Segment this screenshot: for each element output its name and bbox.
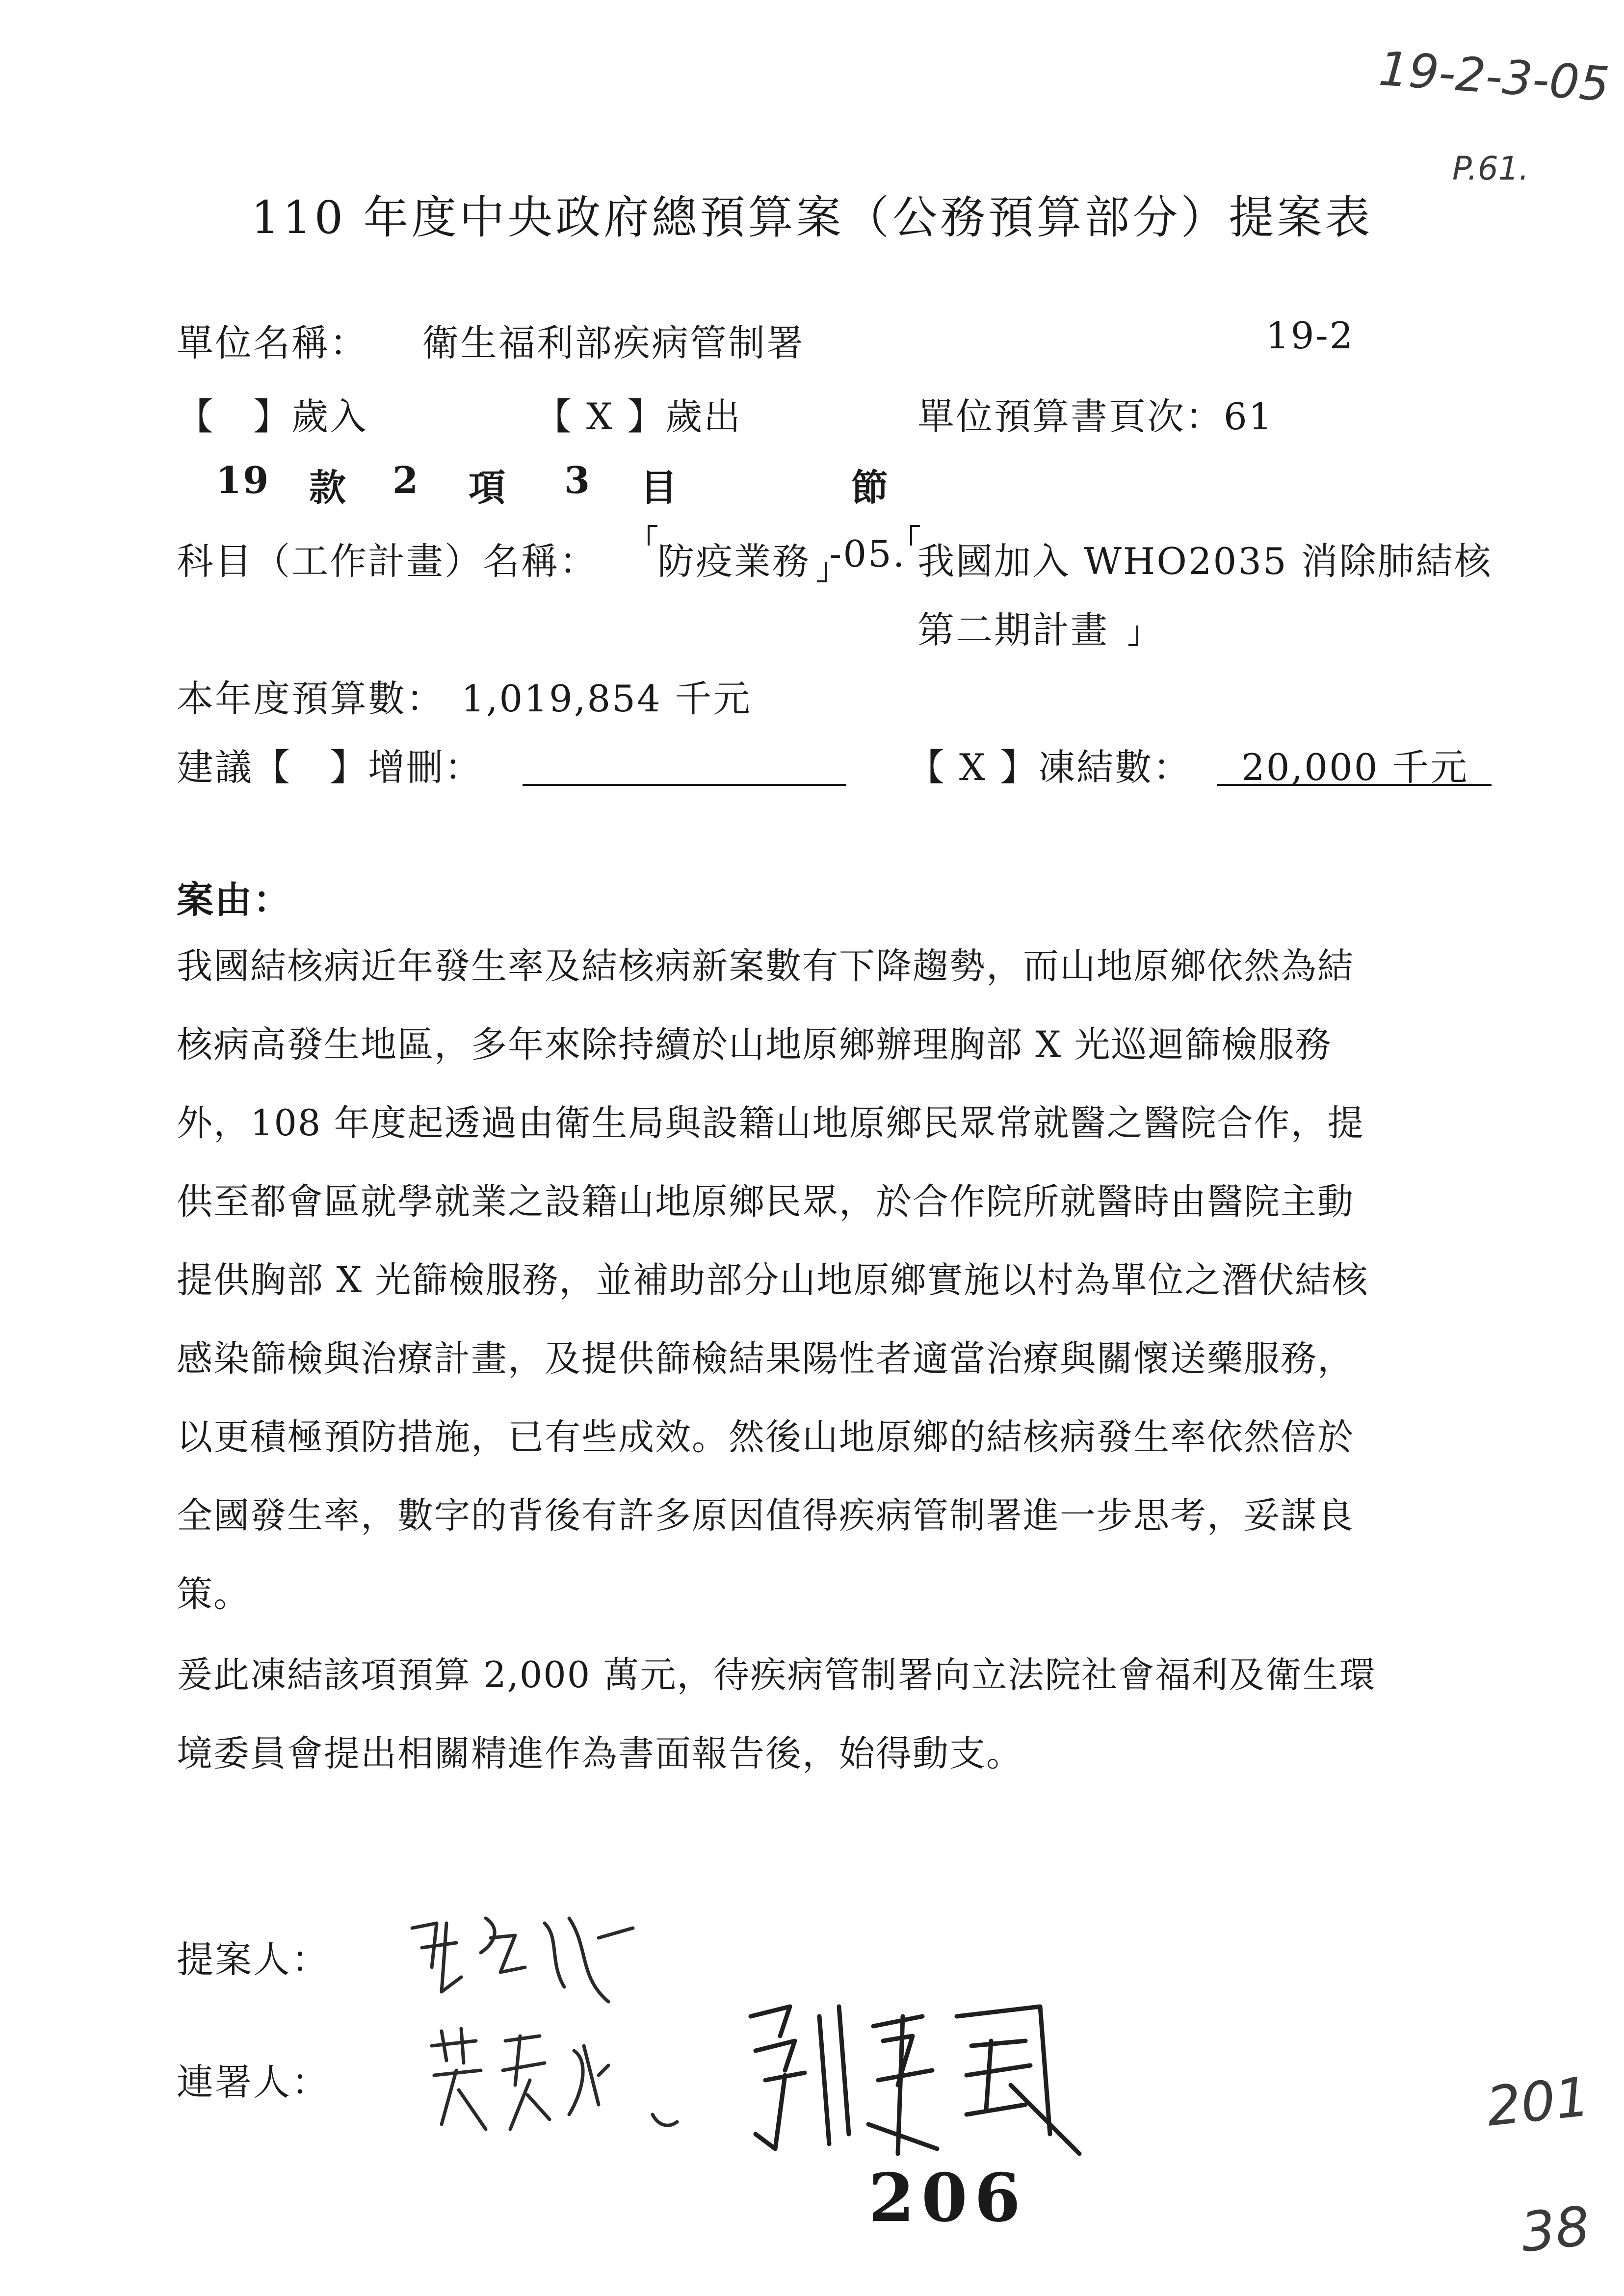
document-title: 110 年度中央政府總預算案（公務預算部分）提案表 — [251, 191, 1373, 244]
reason-line: 外，108 年度起透過由衛生局與設籍山地原鄉民眾常就醫之醫院合作，提 — [177, 1102, 1364, 1144]
kuan-label: 款 — [309, 466, 348, 509]
page-number: 206 — [868, 2159, 1027, 2237]
proposer-signature — [402, 1908, 677, 2011]
kuan-number: 19 — [216, 459, 270, 502]
doc-code-annotation: 19-2-3-05 — [1377, 41, 1611, 112]
reason-line: 以更積極預防措施，已有些成效。然後山地原鄉的結核病發生率依然倍於 — [177, 1416, 1354, 1458]
reason-line: 我國結核病近年發生率及結核病新案數有下降趨勢，而山地原鄉依然為結 — [177, 945, 1354, 987]
xiang-number: 2 — [393, 459, 420, 502]
proposer-label: 提案人： — [177, 1938, 330, 1981]
budget-value: 1,019,854 千元 — [461, 677, 752, 720]
mu-number: 3 — [564, 459, 592, 502]
reason-line: 供至都會區就學就業之設籍山地原鄉民眾，於合作院所就醫時由醫院主動 — [177, 1181, 1354, 1223]
subject-part-2-line-1: 我國加入 WHO2035 消除肺結核 — [917, 540, 1493, 583]
freeze-value: 20,000 千元 — [1241, 746, 1469, 789]
proposal-label: 建議【 】增刪： — [177, 746, 483, 789]
budget-label: 本年度預算數： — [177, 677, 445, 720]
freeze-mark: 【 X 】凍結數： — [908, 746, 1192, 789]
increase-decrease-blank — [523, 784, 846, 786]
quote-close-mark — [817, 562, 827, 582]
subject-part-2-line-2: 第二期計畫 — [917, 608, 1109, 652]
reason-line: 全國發生率，數字的背後有許多原因值得疾病管制署進一步思考，妥謀良 — [177, 1495, 1354, 1537]
xiang-label: 項 — [469, 466, 507, 509]
reason-line: 境委員會提出相關精進作為書面報告後，始得動支。 — [177, 1733, 1023, 1774]
margin-note-2: 38 — [1518, 2194, 1593, 2264]
revenue-option: 【 】歲入 — [177, 395, 368, 438]
reason-line: 爰此凍結該項預算 2,000 萬元，待疾病管制署向立法院社會福利及衛生環 — [177, 1654, 1376, 1696]
cosigner-signature — [736, 1987, 1119, 2168]
budget-book-page: 單位預算書頁次：61 — [917, 395, 1274, 438]
reason-heading: 案由： — [177, 878, 292, 921]
cosigner-signature — [422, 2016, 716, 2159]
quote-close-mark — [1128, 626, 1138, 646]
margin-note-1: 201 — [1483, 2065, 1593, 2139]
cosigner-label: 連署人： — [177, 2061, 330, 2104]
expense-option: 【 X 】歲出 — [535, 395, 742, 438]
jie-label: 節 — [851, 466, 890, 509]
freeze-value-underline — [1217, 784, 1492, 786]
reason-line: 提供胸部 X 光篩檢服務，並補助部分山地原鄉實施以村為單位之潛伏結核 — [177, 1259, 1369, 1301]
subject-separator: -05. — [829, 532, 906, 575]
reason-line: 核病高發生地區，多年來除持續於山地原鄉辦理胸部 X 光巡迴篩檢服務 — [177, 1024, 1332, 1066]
unit-code: 19-2 — [1266, 314, 1355, 357]
subject-part-1: 防疫業務 — [657, 540, 811, 583]
page-note-annotation: P.61. — [1452, 150, 1529, 187]
reason-line: 策。 — [177, 1573, 250, 1615]
unit-label: 單位名稱： — [177, 321, 368, 365]
reason-line: 感染篩檢與治療計畫，及提供篩檢結果陽性者適當治療與關懷送藥服務， — [177, 1338, 1354, 1380]
subject-label: 科目（工作計畫）名稱： — [177, 540, 598, 583]
mu-label: 目 — [640, 466, 679, 509]
unit-value: 衛生福利部疾病管制署 — [422, 321, 805, 365]
quote-open-mark — [648, 525, 657, 546]
